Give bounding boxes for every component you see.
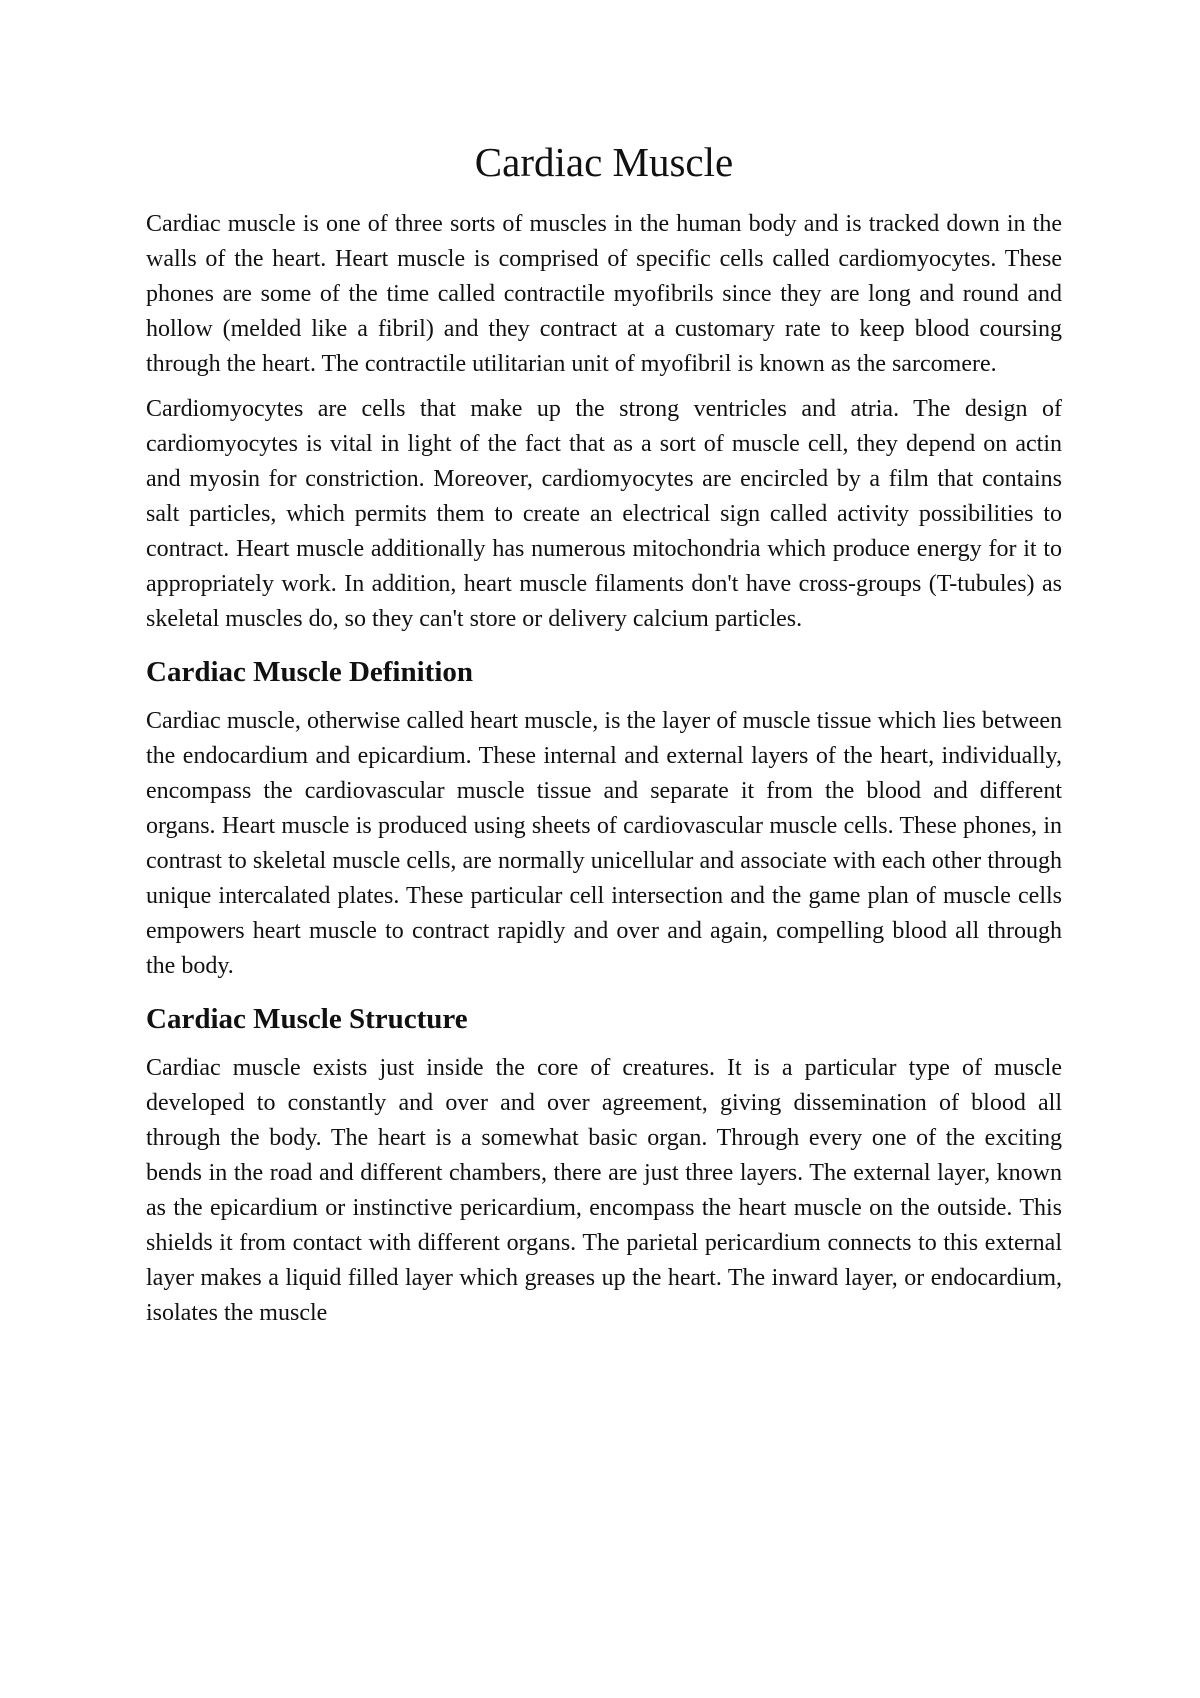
document-page bbox=[146, 138, 1062, 1341]
definition-paragraph: Cardiac muscle, otherwise called heart muscle, is the layer of muscle tissue which lies between the endocardium and epicardium. These internal and external layers of the heart, individually, encompass the cardiovascular muscle tissue and separate it from the blood and different organs. Heart muscle is produced using sheets of cardiovascular muscle cells. These phones, in contrast to skeletal muscle cells, are normally unicellular and associate with each other through unique intercalated plates. These particular cell intersection and the game plan of muscle cells empowers heart muscle to contract rapidly and over and again, compelling blood all through the body. bbox=[146, 707, 1062, 979]
section-heading-structure: Cardiac Muscle Structure bbox=[146, 1002, 468, 1035]
document-title: Cardiac Muscle bbox=[474, 139, 734, 185]
section-heading-definition: Cardiac Muscle Definition bbox=[146, 656, 474, 689]
intro-paragraph-1: Cardiac muscle is one of three sorts of muscles in the human body and is tracked down in the walls of the heart. Heart muscle is comprised of specific cells called cardiomyocytes. These phones are some of the time called contractile myofibrils since they are long and round and hollow (melded like a fibril) and they contract at a customary rate to keep blood coursing through the heart. The contractile utilitarian unit of myofibril is known as the sarcomere. bbox=[146, 211, 1062, 378]
structure-paragraph: Cardiac muscle exists just inside the core of creatures. It is a particular type of muscle developed to constantly and over and over agreement, giving dissemination of blood all through the body. The heart is a somewhat basic organ. Through every one of the exciting bends in the road and different chambers, there are just three layers. The external layer, known as the epicardium or instinctive pericardium, encompass the heart muscle on the outside. This shields it from contact with different organs. The parietal pericardium connects to this external layer makes a liquid filled layer which greases up the heart. The inward layer, or endocardium, isolates the muscle bbox=[146, 1054, 1062, 1326]
intro-paragraph-2: Cardiomyocytes are cells that make up the strong ventricles and atria. The design of cardiomyocytes is vital in light of the fact that as a sort of muscle cell, they depend on actin and myosin for constriction. Moreover, cardiomyocytes are encircled by a film that contains salt particles, which permits them to create an electrical sign called activity possibilities to contract. Heart muscle additionally has numerous mitochondria which produce energy for it to appropriately work. In addition, heart muscle filaments don't have cross-groups (T-tubules) as skeletal muscles do, so they can't store or delivery calcium particles. bbox=[146, 396, 1062, 633]
